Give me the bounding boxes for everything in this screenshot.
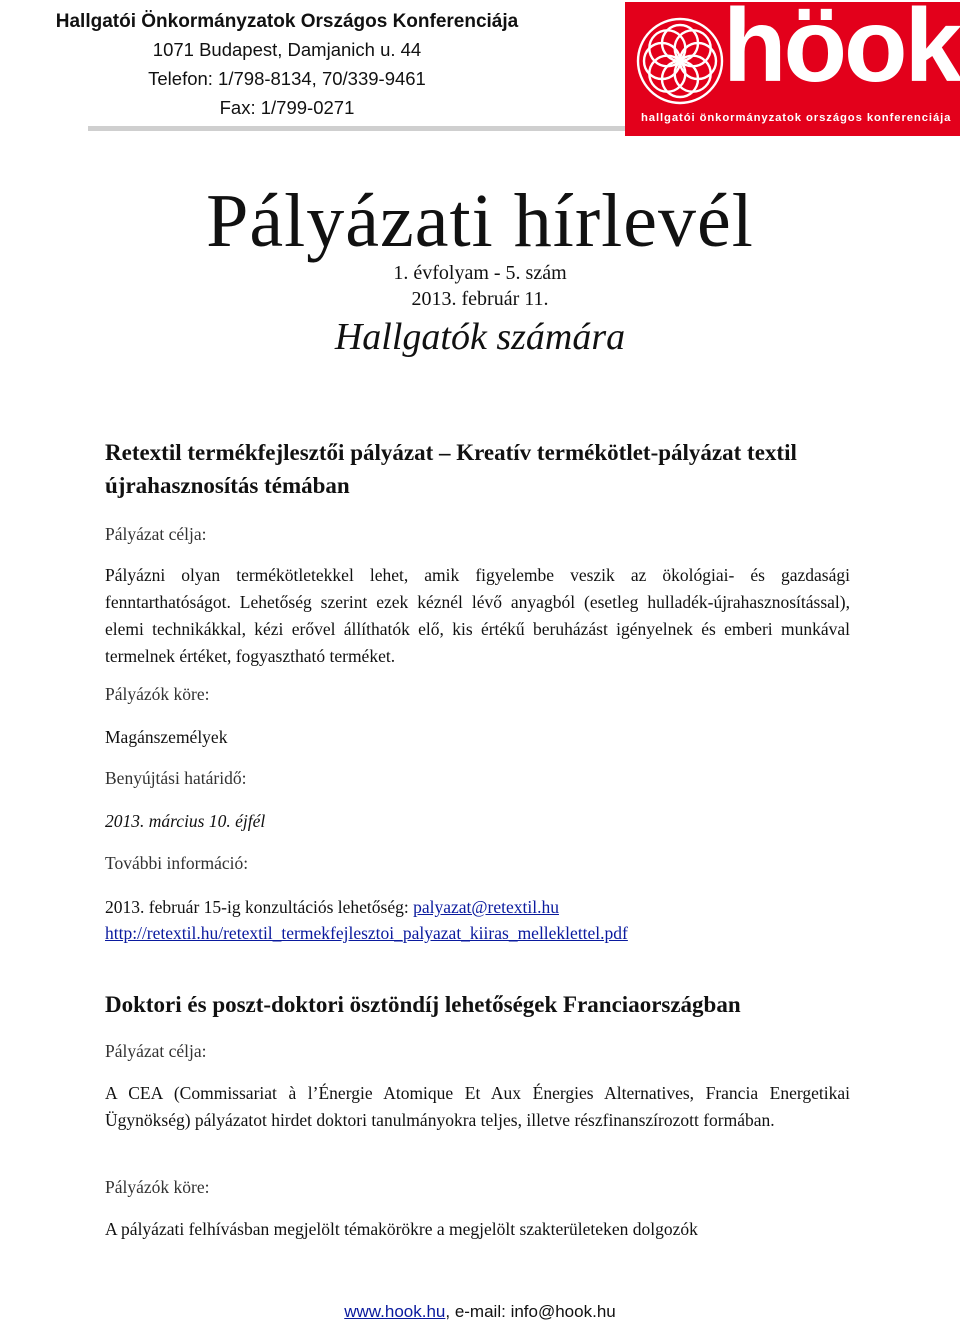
applicants-label: Pályázók köre: [105,1177,210,1197]
section-doktori [105,988,850,1021]
purpose-text: Pályázni olyan termékötletekkel lehet, amik figyelembe veszik az ökológiai- és gazdasági fenntarthatóságot. Lehetőség szerint ezek kéznél lévő anyagból (esetleg hulladék-újrahasznosítással), elemi technikákkal, kézi erővel állíthatók elő, kis értékű beruházást igényelnek és emberi munkával termelnek értéket, fogyasztható terméket. [105,565,850,666]
header-divider [88,126,636,131]
info-line [105,897,850,918]
footer [0,1302,960,1322]
info-url-line [105,923,850,944]
section-title: Retextil termékfejlesztői pályázat – Kreatív termékötlet-pályázat textil újrahasznosítás témában [105,440,797,498]
info-text: 2013. február 15-ig konzultációs lehetőség: [105,897,414,917]
newsletter-date: 2013. február 11. [411,288,549,310]
footer-email[interactable]: info@hook.hu [510,1302,616,1321]
section-retextil [105,436,850,502]
footer-separator: , e-mail: [445,1302,511,1321]
hook-logo [625,2,960,136]
org-address: 1071 Budapest, Damjanich u. 44 [152,39,422,60]
logo-subtitle: hallgatói önkormányzatok országos konferenciája [641,112,952,124]
org-name: Hallgatói Önkormányzatok Országos Konferenciája [55,11,519,32]
applicants-text: A pályázati felhívásban megjelölt témakörökre a megjelölt szakterületeken dolgozók [105,1219,698,1239]
purpose-text: A CEA (Commissariat à l’Énergie Atomique Et Aux Énergies Alternatives, Francia Energetikai Ügynökség) pályázatot hirdet doktori tanulmányokra teljes, illetve részfinanszírozott formában. [105,1083,850,1130]
logo-wordmark: höok [723,0,960,104]
rosette-logo-icon [635,16,725,106]
purpose-label: Pályázat célja: [105,1041,207,1061]
info-email-link[interactable]: palyazat@retextil.hu [413,897,559,917]
org-header [42,8,532,122]
newsletter-title: Pályázati hírlevél [206,179,754,263]
info-url-link[interactable]: http://retextil.hu/retextil_termekfejlesztoi_palyazat_kiiras_melleklettel.pdf [105,923,628,943]
purpose-label: Pályázat célja: [105,524,207,544]
deadline-label: Benyújtási határidő: [105,768,247,788]
applicants-text: Magánszemélyek [105,727,228,747]
deadline-text: 2013. március 10. éjfél [105,811,266,831]
applicants-label: Pályázók köre: [105,684,210,704]
info-label: További információ: [105,853,249,873]
audience-heading: Hallgatók számára [334,316,626,358]
org-fax: Fax: 1/799-0271 [219,97,355,118]
newsletter-issue: 1. évfolyam - 5. szám [393,262,567,284]
section-title: Doktori és poszt-doktori ösztöndíj lehetőségek Franciaországban [105,992,741,1017]
footer-website-link[interactable]: www.hook.hu [344,1302,446,1321]
org-phone: Telefon: 1/798-8134, 70/339-9461 [148,68,426,89]
